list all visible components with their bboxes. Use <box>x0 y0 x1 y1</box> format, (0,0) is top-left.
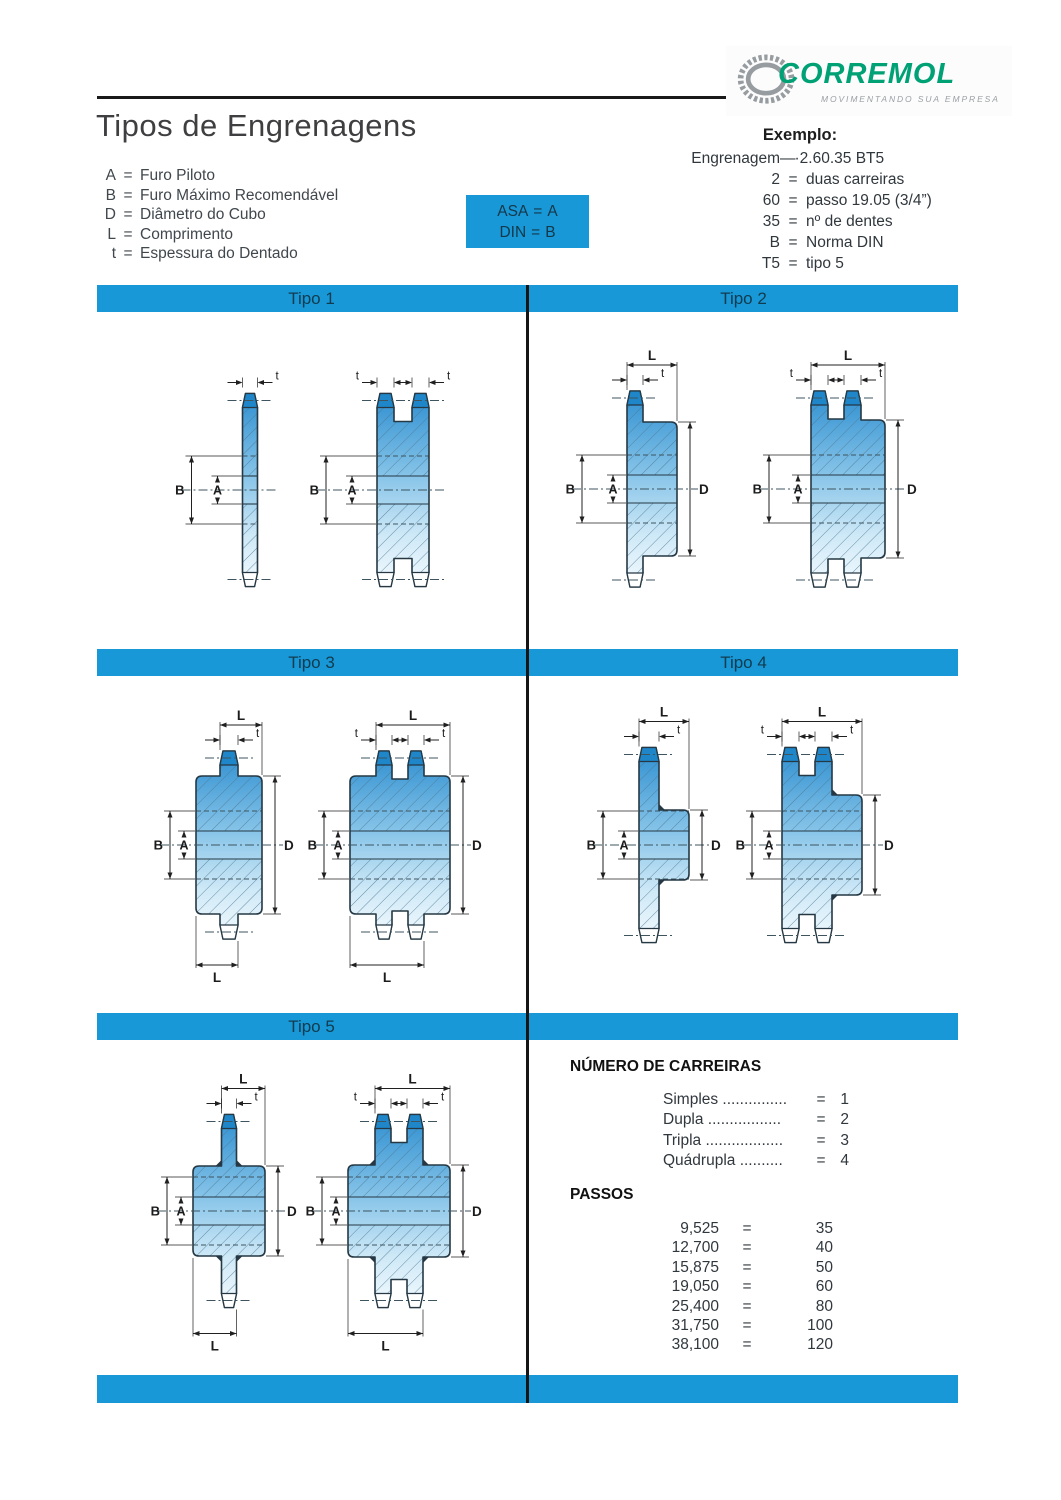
equals-sign: = <box>788 192 798 209</box>
example-intro-value: —·2.60.35 BT5 <box>780 150 885 167</box>
carreiras-row: Dupla ................. = 2 <box>663 1110 849 1130</box>
svg-text:L: L <box>236 708 246 723</box>
fig-t2-0-single <box>566 348 709 587</box>
svg-text:B: B <box>307 837 317 853</box>
section-bar-tipo4: Tipo 4 <box>529 649 958 676</box>
svg-text:t: t <box>275 370 279 383</box>
svg-text:D: D <box>472 838 482 853</box>
norm-code: B <box>545 223 556 241</box>
svg-text:t: t <box>354 728 358 740</box>
logo <box>726 46 1012 116</box>
arrow-glyph: —· <box>780 150 799 167</box>
tipo-5-drawings <box>97 1046 527 1382</box>
norm-std: ASA <box>497 202 529 220</box>
equals-sign: = <box>531 223 541 241</box>
svg-text:A: A <box>176 1204 186 1219</box>
svg-text:B: B <box>752 481 762 497</box>
svg-text:B: B <box>305 1203 315 1219</box>
legend-key: D <box>104 206 116 223</box>
fig-t1-1-double <box>310 371 451 587</box>
example-row: T5 = tipo 5 <box>761 255 844 272</box>
legend-row <box>98 186 338 206</box>
svg-text:L: L <box>647 348 657 363</box>
equals-sign: = <box>742 1297 752 1315</box>
equals-sign: = <box>788 213 798 230</box>
svg-text:B: B <box>586 837 596 853</box>
tipo-2-drawings <box>529 318 959 648</box>
equals-sign: = <box>533 202 543 220</box>
equals-sign: = <box>742 1317 752 1335</box>
svg-text:t: t <box>760 724 764 737</box>
svg-text:B: B <box>309 482 319 498</box>
legend-desc: Comprimento <box>140 225 234 243</box>
legend-desc: Diâmetro do Cubo <box>140 206 266 223</box>
svg-text:L: L <box>210 1338 219 1354</box>
equals-sign: = <box>742 1239 752 1257</box>
example-row: 60 = passo 19.05 (3/4”) <box>762 192 932 209</box>
equals-sign: = <box>123 245 133 262</box>
fig-t4-1-double <box>736 705 894 943</box>
equals-sign: = <box>816 1111 826 1129</box>
legend-desc: Furo Máximo Recomendável <box>140 186 339 204</box>
svg-text:t: t <box>447 370 451 383</box>
svg-text:A: A <box>331 1204 341 1219</box>
svg-text:B: B <box>153 837 163 853</box>
legend-desc: Espessura do Dentado <box>140 245 298 262</box>
equals-sign: = <box>742 1258 752 1276</box>
legend-row <box>98 205 338 225</box>
fig-t5-0-single <box>151 1072 297 1354</box>
svg-text:t: t <box>254 1091 258 1104</box>
section-bar-tipo5: Tipo 5 <box>97 1013 958 1040</box>
norm-line <box>497 201 557 222</box>
tipo-4-drawings <box>529 676 959 1010</box>
svg-text:L: L <box>659 704 669 720</box>
svg-text:t: t <box>355 370 359 383</box>
equals-sign: = <box>123 206 133 223</box>
svg-text:D: D <box>699 482 709 497</box>
example-row: 35 = nº de dentes <box>762 213 893 230</box>
fig-t4-0-single <box>587 705 721 943</box>
passos-row: 15,875 = 50 <box>671 1258 833 1276</box>
equals-sign: = <box>123 225 133 243</box>
fig-t1-0-single <box>175 371 279 587</box>
legend-key: A <box>105 167 116 184</box>
passos-row: 25,400 = 80 <box>671 1297 833 1315</box>
passos-row: 38,100 = 120 <box>671 1336 833 1354</box>
svg-text:A: A <box>608 482 618 497</box>
svg-text:B: B <box>150 1203 160 1219</box>
section-bar-tipo3: Tipo 3 <box>97 649 526 676</box>
svg-text:t: t <box>677 724 681 737</box>
equals-sign: = <box>788 234 798 251</box>
svg-text:D: D <box>711 838 721 853</box>
legend-row <box>98 225 338 245</box>
passos-row: 9,525 = 35 <box>680 1220 833 1237</box>
fig-t3-0-single <box>154 708 294 985</box>
example-row: 2 = duas carreiras <box>771 171 905 188</box>
norm-std: DIN <box>499 223 527 241</box>
legend-desc: Furo Piloto <box>140 167 215 184</box>
legend-row <box>98 244 338 264</box>
svg-text:L: L <box>239 1071 248 1087</box>
svg-text:D: D <box>284 838 294 853</box>
svg-text:t: t <box>256 728 260 740</box>
legend-key: B <box>105 186 116 204</box>
carreiras-row: Tripla .................. = 3 <box>663 1131 849 1151</box>
logo-name: CORREMOL <box>778 58 956 90</box>
fig-t3-1-double <box>308 708 482 985</box>
passos-row: 12,700 = 40 <box>671 1239 833 1257</box>
svg-text:t: t <box>353 1091 357 1104</box>
svg-text:A: A <box>179 838 189 853</box>
svg-text:L: L <box>408 1071 417 1087</box>
svg-text:B: B <box>565 481 575 497</box>
tipo-1-drawings <box>97 318 527 648</box>
svg-text:L: L <box>382 970 392 985</box>
svg-text:A: A <box>347 483 357 498</box>
carreiras-row: Simples ............... = 1 <box>663 1090 849 1110</box>
svg-text:t: t <box>879 368 883 380</box>
svg-text:t: t <box>441 1091 445 1104</box>
svg-text:t: t <box>442 728 446 740</box>
svg-text:L: L <box>381 1338 390 1354</box>
passos-table <box>637 1219 833 1355</box>
header-rule <box>97 96 729 99</box>
svg-text:t: t <box>789 368 793 380</box>
equals-sign: = <box>123 186 133 204</box>
svg-text:t: t <box>661 368 665 380</box>
svg-text:A: A <box>212 483 223 498</box>
logo-tagline: MOVIMENTANDO SUA EMPRESA <box>821 94 1000 104</box>
equals-sign: = <box>788 171 798 188</box>
equals-sign: = <box>742 1220 752 1237</box>
example-block <box>640 148 932 274</box>
equals-sign: = <box>742 1336 752 1354</box>
example-intro-label: Engrenagem <box>691 150 780 167</box>
equals-sign: = <box>816 1091 826 1108</box>
passos-row: 31,750 = 100 <box>671 1317 833 1335</box>
carreiras-title: NÚMERO DE CARREIRAS <box>570 1058 762 1075</box>
example-title: Exemplo: <box>762 126 838 144</box>
equals-sign: = <box>788 255 798 272</box>
svg-text:D: D <box>472 1204 482 1219</box>
svg-text:A: A <box>619 838 629 853</box>
page-title: Tipos de Engrenagens <box>96 108 417 143</box>
legend-key: t <box>111 245 116 262</box>
svg-text:A: A <box>333 838 343 853</box>
svg-text:L: L <box>212 970 222 985</box>
carreiras-table <box>663 1090 849 1171</box>
equals-sign: = <box>816 1151 826 1169</box>
legend-key: L <box>107 225 116 243</box>
svg-text:D: D <box>907 482 917 497</box>
svg-text:B: B <box>735 837 745 853</box>
legend-row <box>98 166 338 186</box>
svg-text:A: A <box>793 482 803 497</box>
svg-text:A: A <box>764 838 774 853</box>
svg-text:t: t <box>850 724 854 737</box>
svg-text:L: L <box>817 704 827 720</box>
norm-box <box>466 195 589 248</box>
example-intro-row <box>640 148 932 169</box>
svg-text:L: L <box>408 708 418 723</box>
tipo-3-drawings <box>97 676 527 1010</box>
equals-sign: = <box>123 167 133 184</box>
carreiras-row: Quádrupla .......... = 4 <box>663 1151 849 1171</box>
svg-text:D: D <box>884 838 894 853</box>
svg-text:D: D <box>287 1204 297 1219</box>
section-bar-tipo2: Tipo 2 <box>529 285 958 312</box>
norm-line <box>499 222 555 243</box>
legend <box>98 166 338 264</box>
equals-sign: = <box>742 1278 752 1296</box>
fig-t2-1-double <box>753 348 917 587</box>
svg-text:B: B <box>175 482 185 498</box>
section-bar-tipo1: Tipo 1 <box>97 285 526 312</box>
fig-t5-1-double <box>306 1072 482 1354</box>
passos-title: PASSOS <box>570 1186 634 1203</box>
norm-code: A <box>547 202 558 220</box>
passos-row: 19,050 = 60 <box>671 1278 833 1296</box>
svg-text:L: L <box>843 348 853 363</box>
example-row: B = Norma DIN <box>769 234 884 251</box>
equals-sign: = <box>816 1131 826 1149</box>
